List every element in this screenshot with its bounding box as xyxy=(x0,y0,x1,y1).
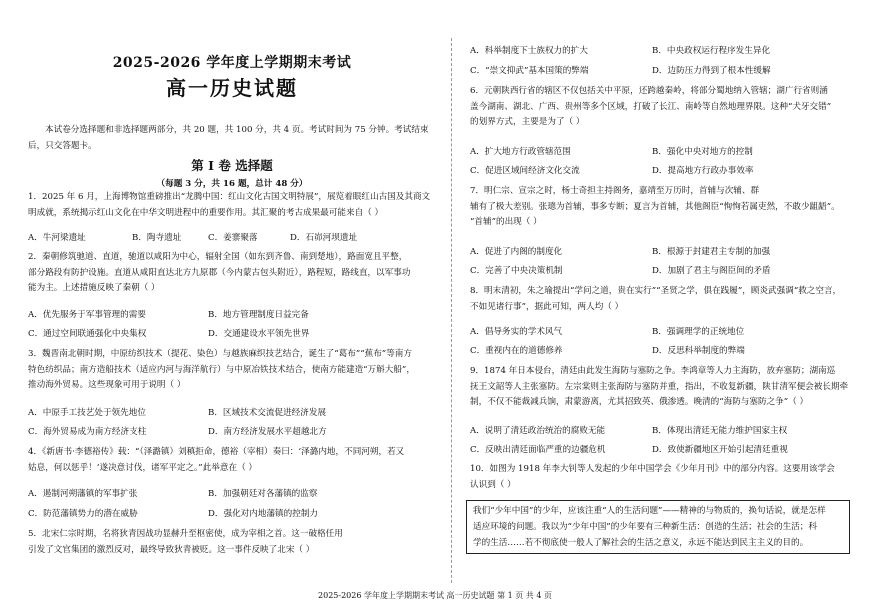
option: B．强化中央对地方的控制 xyxy=(652,147,753,157)
section-title: 第 Ⅰ 卷 选择题 xyxy=(191,158,273,173)
option: A．科举制度下士族权力的扩大 xyxy=(470,46,588,56)
question-line: 4．《新唐书·李德裕传》载：“（泽潞镇）刘稹拒命，德裕（宰相）奏曰：‘泽潞内地，不同河朔，若又 xyxy=(28,447,405,457)
question-1 xyxy=(28,190,436,221)
question-2 xyxy=(28,250,436,297)
quote-box xyxy=(466,500,850,554)
option: D．边防压力得到了根本性缓解 xyxy=(652,66,771,76)
question-line: 8．明末清初，朱之瑜提出“学问之道，贵在实行”“圣贤之学，俱在践履”，顾炎武强调“救之空言， xyxy=(470,286,842,296)
option: A．中原手工技艺处于领先地位 xyxy=(28,408,146,418)
option: B．体现出清廷无能力维护国家主权 xyxy=(652,426,788,436)
option: A．说明了清廷政治统治的腐败无能 xyxy=(470,426,606,436)
question-3 xyxy=(28,347,436,394)
option: C．完善了中央决策机制 xyxy=(470,266,563,276)
question-10 xyxy=(470,462,852,493)
option: B．加强朝廷对各藩镇的监察 xyxy=(208,489,318,499)
question-line: 盖今湖南、湖北、广西、贵州等多个区域，打破了长江、南岭等自然地理界限。这种“犬牙交错” xyxy=(470,101,832,112)
option: D．反思科举制度的弊端 xyxy=(652,346,745,356)
section-note: （每题 3 分，共 16 题，总计 48 分） xyxy=(156,179,308,189)
question-7 xyxy=(470,184,852,231)
question-8 xyxy=(470,284,852,315)
question-9 xyxy=(470,364,852,411)
question-line: 姑息，何以惩乎！’遂决意讨伐，诸军平定之。”此举意在（ ） xyxy=(28,462,257,473)
question-line: 5．北宋仁宗时期，名将狄青因战功显赫升至枢密使，成为宰相之首。这一破格任用 xyxy=(28,529,343,539)
subject-title: 高一历史试题 xyxy=(166,76,298,100)
question-line: 明成就，系统揭示红山文化在中华文明进程中的重要作用。其汇聚的考古成果最可能来自（ ） xyxy=(28,207,384,218)
option: A．遏制河朔藩镇的军事扩张 xyxy=(28,489,138,499)
question-line: 部分路段有防护设施。直道从咸阳直达北方九原郡（今内蒙古包头附近），路程短，路线直，以军事功 xyxy=(28,267,411,278)
page-footer: 2025-2026 学年度上学期期末考试 高一历史试题 第 1 页 共 4 页 xyxy=(318,591,552,600)
question-line: 抚王文韶等人主张塞防。左宗棠则主张海防与塞防并重，指出，不收复新疆，陕甘清军便会被长期牵 xyxy=(470,381,849,392)
question-line: 能为主。上述措施反映了秦朝（ ） xyxy=(28,283,160,293)
option: D．强化对内地藩镇的控制力 xyxy=(208,509,319,519)
question-4 xyxy=(28,445,436,476)
option: B．根源于封建君主专制的加强 xyxy=(652,247,771,257)
option: C．“崇文抑武”基本国策的弊端 xyxy=(470,66,589,76)
question-line: 1．2025 年 6 月，上海博物馆重磅推出“龙腾中国：红山文化古国文明特展”，展览着眼红山古国及其商文 xyxy=(28,192,431,202)
option: C．海外贸易成为南方经济支柱 xyxy=(28,427,147,437)
option: A．牛河梁遗址 xyxy=(28,233,86,243)
quote-line: 适应环境的问题。我以为“少年中国”的少年要有三种新生活：创造的生活；社会的生活；科 xyxy=(473,522,817,532)
option: B．区域技术交流促进经济发展 xyxy=(208,408,327,418)
option: B．地方管理制度日益完备 xyxy=(208,310,309,320)
option: D．加剧了君主与阁臣间的矛盾 xyxy=(652,266,771,276)
option: B．强调理学的正统地位 xyxy=(652,327,745,337)
option: B．陶寺遗址 xyxy=(132,233,182,243)
option: A．扩大地方行政管辖范围 xyxy=(470,147,571,157)
question-line: 9．1874 年日本侵台，清廷由此发生海防与塞防之争。李鸿章等人力主海防，放弃塞防；湖南巡 xyxy=(470,366,836,376)
question-line: 2．秦朝修筑驰道、直道，驰道以咸阳为中心，辐射全国（如东到齐鲁、南到楚地），路面宽且平整， xyxy=(28,252,408,262)
column-divider xyxy=(451,38,453,583)
quote-line: 学的生活……若不彻底使一般人了解社会的生活之意义，永远不能达到民主主义的目的。 xyxy=(473,538,809,548)
question-line: 推动海外贸易。这些现象可用于说明（ ） xyxy=(28,380,186,390)
option: C．防范藩镇势力的潜在威胁 xyxy=(28,509,138,519)
exam-title: 2025-2026 学年度上学期期末考试 xyxy=(112,55,352,71)
question-line: 6．元朝陕西行省的辖区不仅包括关中平原，还跨越秦岭，将部分蜀地纳入管辖；湖广行省则涵 xyxy=(470,86,828,96)
question-5 xyxy=(28,527,436,558)
option: D．南方经济发展水平超越北方 xyxy=(208,427,327,437)
question-line: 引发了文官集团的激烈反对，最终导致狄青被贬。这一事件反映了北宋（ ） xyxy=(28,544,315,555)
option: B．中央政权运行程序发生异化 xyxy=(652,46,771,56)
option: D．交通建设水平领先世界 xyxy=(208,329,310,339)
question-line: 特色纺织品；南方造船技术（适应内河与海洋航行）与中原冶铁技术结合，使南方能建造“万斛大船”， xyxy=(28,364,415,375)
quote-line: 我们“少年中国”的少年，应该注重“人的生活问题”——精神的与物质的，换句话说，就是怎样 xyxy=(473,506,826,516)
question-line: 的划界方式，主要是为了（ ） xyxy=(470,117,585,127)
option: A．倡导务实的学术风气 xyxy=(470,327,563,337)
instructions: 本试卷分选择题和非选择题两部分，共 20 题，共 100 分，共 4 页。考试时间为 75 分钟。考试结束后，只交答题卡。 xyxy=(28,125,429,151)
question-line: 10．如图为 1918 年李大钊等人发起的少年中国学会《少年月刊》中的部分内容。这要用该学会 xyxy=(470,464,835,474)
option: C．反映出清廷面临严重的边疆危机 xyxy=(470,445,606,455)
question-line: 7．明仁宗、宣宗之时，杨士奇担主持阁务，嘉靖至万历时，首辅与次辅、群 xyxy=(470,186,760,196)
option: D．致使新疆地区开始引起清廷重视 xyxy=(652,445,788,455)
option: A．优先服务于军事管理的需要 xyxy=(28,310,146,320)
option: C．促进区域间经济文化交流 xyxy=(470,166,580,176)
option: D．石峁河坝遗址 xyxy=(290,233,358,243)
option: D．提高地方行政办事效率 xyxy=(652,166,754,176)
question-6 xyxy=(470,84,852,131)
option: A．促进了内阁的制度化 xyxy=(470,247,563,257)
option: C．姜寨聚落 xyxy=(208,233,258,243)
question-line: 不如见诸行事”，据此可知，两人均（ ） xyxy=(470,301,624,312)
question-line: 3．魏晋南北朝时期，中原纺织技术（提花、染色）与越族麻织技艺结合，诞生了“葛布”“蕉布”等南方 xyxy=(28,349,412,359)
question-line: 制，不仅不能裁减兵饷，肃蒙游离，尤其招致英、俄渗透。晚清的“海防与塞防之争”（ ） xyxy=(470,397,809,407)
option: C．重视内在的道德修养 xyxy=(470,346,563,356)
question-line: 辅有了极大差别。张璁为首辅，事多专断；夏言为首辅，其他阁臣“恂恂若属吏然，不敢少龃龉”。 xyxy=(470,201,840,212)
question-line: 认识到（ ） xyxy=(470,479,516,490)
option: C．通过空间联通强化中央集权 xyxy=(28,329,147,339)
question-line: “首辅”的出现（ ） xyxy=(470,217,542,227)
